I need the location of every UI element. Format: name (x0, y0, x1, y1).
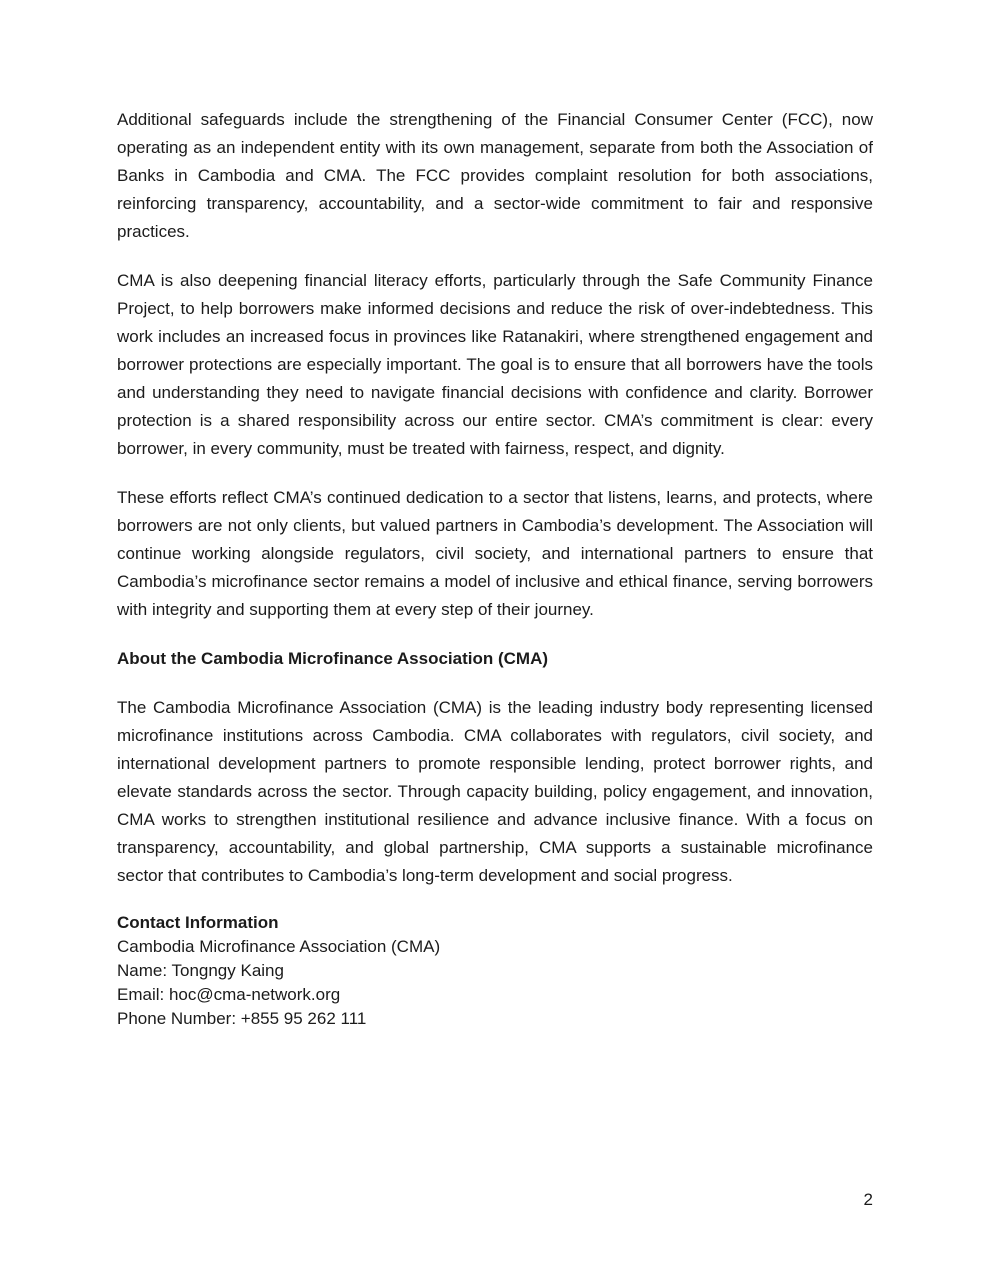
section-heading-about-cma: About the Cambodia Microfinance Association (CMA) (117, 649, 549, 668)
paragraph-additional-safeguards: Additional safeguards include the strengthening of the Financial Consumer Center (FCC), now operating as an independent entity with its own management, separate from both the Association of Banks in Cambodia and CMA. The FCC provides complaint resolution for both associations, reinforcing transparency, accountability, and a sector-wide commitment to fair and responsive practices. (117, 110, 873, 241)
paragraph-financial-literacy: CMA is also deepening financial literacy efforts, particularly through the Safe Community Finance Project, to help borrowers make informed decisions and reduce the risk of over-indebtedness. This work includes an increased focus in provinces like Ratanakiri, where strengthened engagement and borrower protections are especially important. The goal is to ensure that all borrowers have the tools and understanding they need to navigate financial decisions with confidence and clarity. Borrower protection is a shared responsibility across our entire sector. CMA’s commitment is clear: every borrower, in every community, must be treated with fairness, respect, and dignity. (117, 271, 873, 458)
paragraph-about-cma: The Cambodia Microfinance Association (CMA) is the leading industry body representing licensed microfinance institutions across Cambodia. CMA collaborates with regulators, civil society, and international development partners to promote responsible lending, protect borrower rights, and elevate standards across the sector. Through capacity building, policy engagement, and innovation, CMA works to strengthen institutional resilience and advance inclusive finance. With a focus on transparency, accountability, and global partnership, CMA supports a sustainable microfinance sector that contributes to Cambodia’s long-term development and social progress. (117, 698, 873, 885)
document-body (117, 106, 873, 1031)
contact-info-block (117, 911, 873, 1031)
contact-email-line: Email: hoc@cma-network.org (117, 985, 341, 1004)
contact-organization-line: Cambodia Microfinance Association (CMA) (117, 937, 441, 956)
contact-phone-line: Phone Number: +855 95 262 111 (117, 1009, 367, 1028)
page-number: 2 (863, 1190, 873, 1209)
paragraph-sector-dedication: These efforts reflect CMA’s continued dedication to a sector that listens, learns, and protects, where borrowers are not only clients, but valued partners in Cambodia’s development. The Association will continue working alongside regulators, civil society, and international partners to ensure that Cambodia’s microfinance sector remains a model of inclusive and ethical finance, serving borrowers with integrity and supporting them at every step of their journey. (117, 488, 873, 619)
contact-name-line: Name: Tongngy Kaing (117, 961, 284, 980)
section-heading-contact-information: Contact Information (117, 913, 279, 932)
